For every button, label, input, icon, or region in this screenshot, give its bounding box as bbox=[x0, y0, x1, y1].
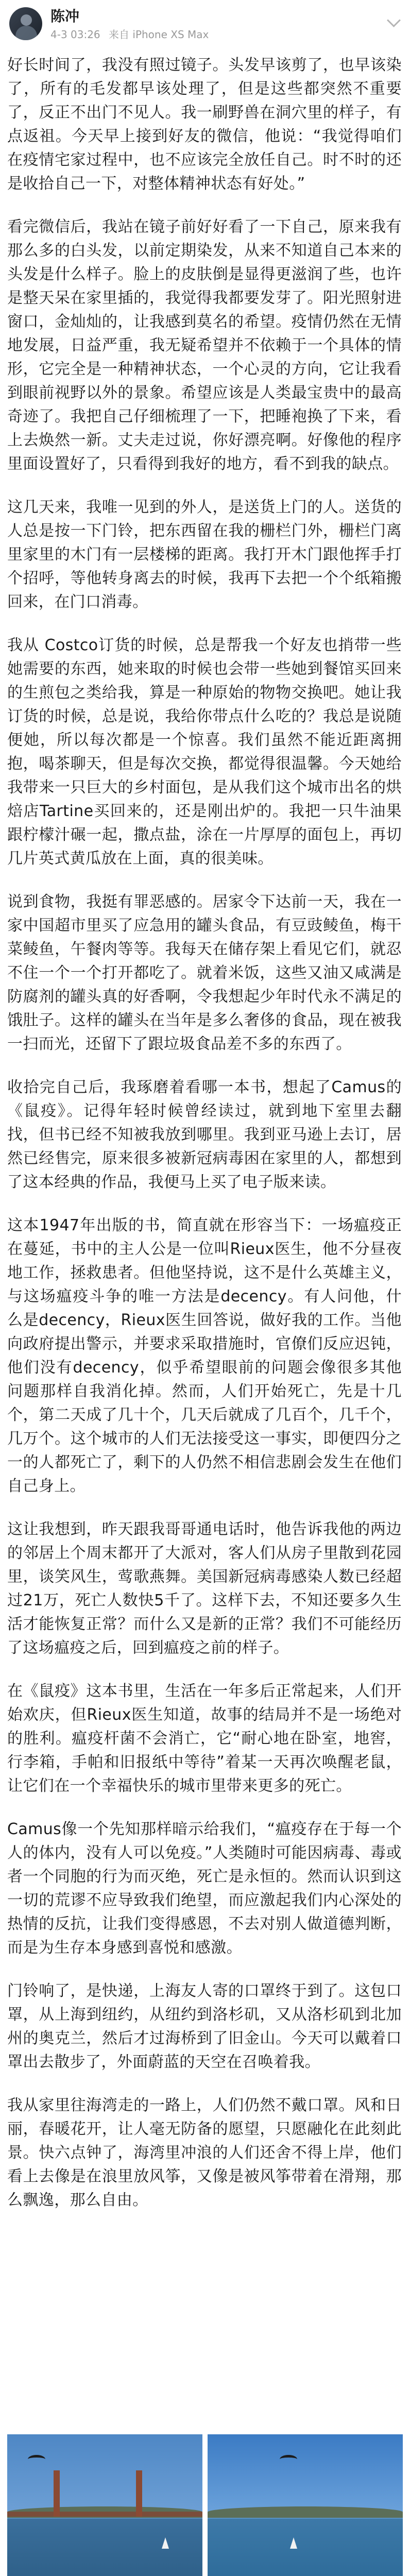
post-header bbox=[0, 0, 410, 52]
paragraph: 门铃响了，是快递，上海友人寄的口罩终于到了。这包口罩，从上海到纽约，从纽约到洛杉矶，又从洛杉矶到北加州的奥克兰，然后才过海桥到了旧金山。今天可以戴着口罩出去散步了，外面蔚蓝的天空在召唤着我。 bbox=[7, 1982, 402, 2071]
paragraph: 这几天来，我唯一见到的外人，是送货上门的人。送货的人总是按一下门铃，把东西留在我的栅栏门外，栅栏门离里家里的木门有一层楼梯的距离。我打开木门跟他挥手打个招呼，等他转身离去的时候，我再下去把一个个纸箱搬回来，在门口消毒。 bbox=[7, 498, 402, 611]
post-body bbox=[7, 54, 402, 2232]
photo-grid bbox=[7, 2434, 403, 2576]
paragraph: 收拾完自己后，我琢磨着看哪一本书，想起了Camus的《鼠疫》。记得年轻时候曾经读过，就到地下室里去翻找，但书已经不知被我放到哪里。我到亚马逊上去订，居然已经售完，原来很多被新冠病毒困在家里的人，都想到了这本经典的作品，我便马上买了电子版来读。 bbox=[7, 1078, 402, 1191]
avatar-glow bbox=[21, 14, 32, 26]
chevron-down-icon[interactable] bbox=[387, 13, 401, 27]
kite-icon bbox=[28, 2455, 45, 2464]
avatar[interactable] bbox=[9, 7, 42, 40]
kitesurf-bay-photo[interactable] bbox=[208, 2434, 403, 2576]
post-source: 来自 iPhone XS Max bbox=[109, 28, 209, 41]
paragraph: 好长时间了，我没有照过镜子。头发早该剪了，也早该染了，所有的毛发都早该处理了，但是这些都突然不重要了，反正不出门不见人。我一刷野兽在洞穴里的样子，有点返祖。今天早上接到好友的微信，他说：“我觉得咱们在疫情宅家过程中，也不应该完全放任自己。时不时的还是收拾自己一下，对整体精神状态有好处。” bbox=[7, 56, 402, 193]
post-meta bbox=[50, 28, 209, 41]
paragraph: Camus像一个先知那样暗示给我们，“瘟疫存在于每一个人的体内，没有人可以免疫。”人类随时可能因病毒、毒或者一个同胞的行为而灭绝，死亡是永恒的。然而认识到这一切的荒谬不应导致我们绝望，而应激起我们内心深处的热情的反抗，让我们变得感恩，不去对别人做道德判断，而是为生存本身感到喜悦和感激。 bbox=[7, 1820, 402, 1957]
paragraph: 这本1947年出版的书，简直就在形容当下：一场瘟疫正在蔓延，书中的主人公是一位叫Rieux医生，他不分昼夜地工作，拯救患者。但他坚持说，这不是什么英雄主义，与这场瘟疫斗争的唯一方法是decency。有人问他，什么是decency，Rieux医生回答说，做好我的工作。当他向政府提出警示，并要求采取措施时，官僚们反应迟钝，他们没有decency，似乎希望眼前的问题会像很多其他问题那样自我消化掉。然而，人们开始死亡，先是十几个，第二天成了几十个，几天后就成了几百个，几千个，几万个。这个城市的人们无法接受这一事实，即便四分之一的人都死亡了，剩下的人仍然不相信悲剧会发生在他们自己身上。 bbox=[7, 1216, 402, 1495]
author-name[interactable]: 陈冲 bbox=[50, 8, 80, 25]
paragraph: 我从 Costco订货的时候，总是帮我一个好友也捎带一些她需要的东西，她来取的时候也会带一些她到餐馆买回来的生煎包之类给我，算是一种原始的物物交换吧。她让我订货的时候，总是说，我给你带点什么吃的？我总是说随便她，所以每次都是一个惊喜。我们虽然不能近距离拥抱，喝茶聊天，但是每次交换，都觉得很温馨。今天她给我带来一只巨大的乡村面包，是从我们这个城市出名的烘焙店Tartine买回来的，还是刚出炉的。我把一只牛油果跟柠檬汁碾一起，撒点盐，涂在一片厚厚的面包上，再切几片英式黄瓜放在上面，真的很美味。 bbox=[7, 636, 402, 868]
avatar-figure bbox=[15, 26, 37, 40]
kite-icon bbox=[280, 2455, 297, 2464]
paragraph: 说到食物，我挺有罪恶感的。居家令下达前一天，我在一家中国超市里买了应急用的罐头食品，有豆豉鲮鱼，梅干菜鲮鱼，午餐肉等等。我每天在储存架上看见它们，就忍不住一个一个打开都吃了。就着米饭，这些又油又咸满是防腐剂的罐头真的好香啊，令我想起少年时代永不满足的饿肚子。这样的罐头在当年是多么奢侈的食品，现在被我一扫而光，还留下了跟垃圾食品差不多的东西了。 bbox=[7, 893, 402, 1053]
paragraph: 我从家里往海湾走的一路上，人们仍然不戴口罩。风和日丽，春暖花开，让人毫无防备的愿望，只愿融化在此刻此景。快六点钟了，海湾里冲浪的人们还舍不得上岸，他们看上去像是在浪里放风筝，又像是被风筝带着在滑翔，那么飘逸，那么自由。 bbox=[7, 2096, 402, 2209]
paragraph: 这让我想到，昨天跟我哥哥通电话时，他告诉我他的两边的邻居上个周末都开了大派对，客人们从房子里散到花园里，谈笑风生，莺歌燕舞。美国新冠病毒感染人数已经超过21万，死亡人数快5千了。这样下去，不知还要多久生活才能恢复正常？而什么又是新的正常？我们不可能经历了这场瘟疫之后，回到瘟疫之前的样子。 bbox=[7, 1520, 402, 1657]
paragraph: 看完微信后，我站在镜子前好好看了一下自己，原来我有那么多的白头发，以前定期染发，从来不知道自己本来的头发是什么样子。脸上的皮肤倒是显得更滋润了些，也许是整天呆在家里插的，我觉得我都要发芽了。阳光照射进窗口，金灿灿的，让我感到莫名的希望。疫情仍然在无情地发展，日益严重，我无疑希望并不依赖于一个具体的情形，它完全是一种精神状态，一个心灵的方向，它让我看到眼前视野以外的景象。希望应该是人类最宝贵中的最高奇迹了。我把自己仔细梳理了一下，把睡袍换了下来，看上去焕然一新。丈夫走过说，你好漂亮啊。好像他的程序里面设置好了，只看得到我好的地方，看不到我的缺点。 bbox=[7, 218, 402, 473]
bridge-tower bbox=[136, 2470, 142, 2517]
paragraph: 在《鼠疫》这本书里，生活在一年多后正常起来，人们开始欢庆，但Rieux医生知道，故事的结局并不是一场绝对的胜利。瘟疫杆菌不会消亡，它“耐心地在卧室，地窖，行李箱，手帕和旧报纸中等待”着某一天再次唤醒老鼠，让它们在一个幸福快乐的城市里带来更多的死亡。 bbox=[7, 1682, 402, 1795]
sail-icon bbox=[290, 2537, 297, 2549]
sail-icon bbox=[162, 2537, 169, 2549]
bridge-deck bbox=[7, 2512, 202, 2517]
kitesurf-bay-photo[interactable] bbox=[7, 2434, 202, 2576]
hills-shape bbox=[208, 2506, 403, 2518]
post-timestamp: 4-3 03:26 bbox=[50, 28, 100, 41]
bridge-tower bbox=[54, 2470, 60, 2517]
